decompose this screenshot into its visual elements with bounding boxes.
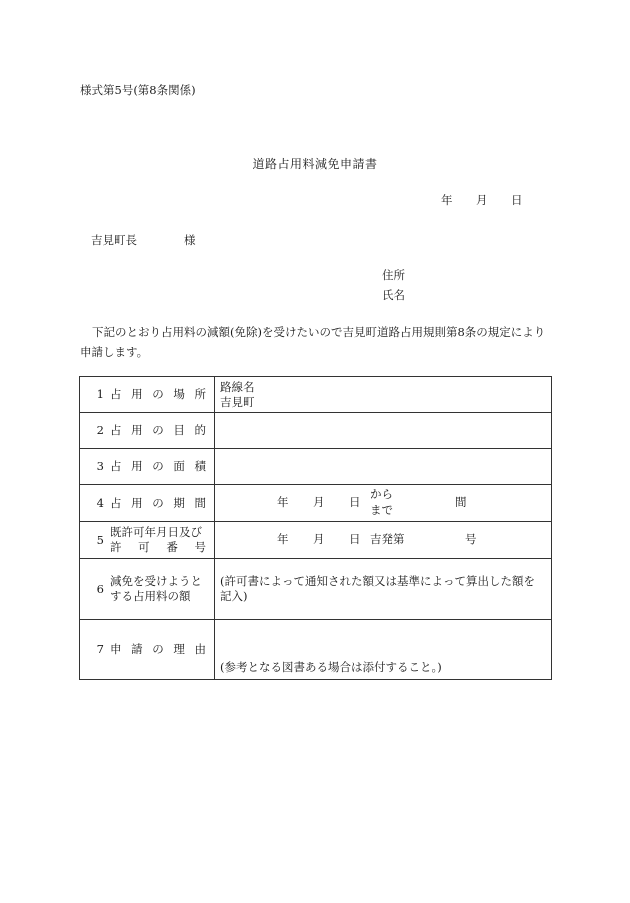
table-row-fee xyxy=(80,559,552,620)
fee-note: (許可書によって通知された額又は基準によって算出した額を記入) xyxy=(220,574,535,603)
fee-value-cell[interactable] xyxy=(215,559,552,620)
period-to-label: まで xyxy=(370,503,393,517)
document-title: 道路占用料減免申請書 xyxy=(252,157,378,171)
period-year-label: 年 xyxy=(277,495,289,509)
label-char: の xyxy=(152,459,164,473)
request-statement: 下記のとおり占用料の減額(免除)を受けたいので吉見町道路占用規則第8条の規定により申請します。 xyxy=(80,325,546,359)
spaced-label-bottom xyxy=(110,540,214,555)
route-name-label: 路線名 xyxy=(220,379,255,394)
label-char: 場 xyxy=(173,387,185,401)
label-char: 由 xyxy=(194,642,206,656)
location-value-cell[interactable] xyxy=(215,377,552,413)
label-char: 用 xyxy=(131,459,143,473)
applicant-address-label: 住所 xyxy=(382,268,405,282)
table-row-period xyxy=(80,485,552,522)
permit-day-label: 日 xyxy=(349,532,361,546)
purpose-value-cell[interactable] xyxy=(215,413,552,449)
label-char: 申 xyxy=(110,642,122,656)
spaced-label xyxy=(110,642,214,657)
row-number: 1 xyxy=(80,377,105,413)
label-char: 所 xyxy=(194,387,206,401)
row-label-reason xyxy=(104,620,215,680)
label-char: 理 xyxy=(173,642,185,656)
label-char: 用 xyxy=(131,423,143,437)
table-row-permit xyxy=(80,522,552,559)
row-number: 2 xyxy=(80,413,105,449)
date-year-label: 年 xyxy=(441,193,453,207)
form-number: 様式第5号(第8条関係) xyxy=(80,83,196,97)
label-char: 占 xyxy=(110,495,122,510)
spaced-label xyxy=(110,387,214,402)
table-row-location xyxy=(80,377,552,413)
applicant-name-label: 氏名 xyxy=(382,288,405,302)
permit-prefix-label: 吉発第 xyxy=(370,532,405,546)
town-name-label: 吉見町 xyxy=(220,394,255,409)
area-value-cell[interactable] xyxy=(215,449,552,485)
spaced-label xyxy=(110,459,214,474)
label-bottom: する占用料の額 xyxy=(110,589,191,603)
spaced-label xyxy=(110,496,214,511)
row-number: 6 xyxy=(80,559,105,620)
label-top: 減免を受けようと xyxy=(110,574,202,588)
label-char: 号 xyxy=(194,540,206,554)
spaced-label xyxy=(110,423,214,438)
row-number: 4 xyxy=(80,485,105,522)
label-char: の xyxy=(152,387,164,401)
row-number: 5 xyxy=(80,522,105,559)
period-value-cell[interactable] xyxy=(215,485,552,522)
date-month-label: 月 xyxy=(476,193,488,207)
row-label-location xyxy=(104,377,215,413)
label-char: 占 xyxy=(110,423,122,437)
label-char: 可 xyxy=(138,540,150,554)
label-char: 面 xyxy=(173,459,185,473)
label-char: 用 xyxy=(131,495,143,510)
date-day-label: 日 xyxy=(511,193,523,207)
label-char: の xyxy=(152,423,164,437)
row-number: 3 xyxy=(80,449,105,485)
row-label-permit xyxy=(104,522,215,559)
label-char: 用 xyxy=(131,387,143,401)
label-char: 許 xyxy=(110,540,122,554)
table-row-reason xyxy=(80,620,552,680)
reason-value-cell[interactable] xyxy=(215,620,552,680)
row-label-area xyxy=(104,449,215,485)
label-char: 積 xyxy=(194,459,206,473)
label-char: 目 xyxy=(173,423,185,437)
label-top: 既許可年月日及び xyxy=(110,525,202,539)
permit-suffix-label: 号 xyxy=(465,532,477,546)
honorific: 様 xyxy=(184,233,196,247)
label-char: 占 xyxy=(110,459,122,473)
addressee: 吉見町長 xyxy=(91,233,137,247)
row-label-period xyxy=(104,485,215,522)
row-label-fee xyxy=(104,559,215,620)
period-month-label: 月 xyxy=(313,495,325,509)
application-table xyxy=(79,376,552,680)
row-label-purpose xyxy=(104,413,215,449)
period-day-label: 日 xyxy=(349,495,361,509)
permit-year-label: 年 xyxy=(277,532,289,546)
label-char: 占 xyxy=(110,387,122,401)
permit-value-cell[interactable] xyxy=(215,522,552,559)
label-char: の xyxy=(152,642,164,656)
label-char: 的 xyxy=(194,423,206,437)
label-char: の xyxy=(152,495,164,510)
row-number: 7 xyxy=(80,620,105,680)
label-char: 請 xyxy=(131,642,143,656)
permit-month-label: 月 xyxy=(313,532,325,546)
reason-note: (参考となる図書ある場合は添付すること。) xyxy=(220,660,442,674)
label-char: 間 xyxy=(194,495,206,510)
period-from-label: から xyxy=(370,487,393,501)
period-span-label: 間 xyxy=(455,495,467,509)
label-char: 期 xyxy=(173,495,185,510)
label-char: 番 xyxy=(166,540,178,554)
table-row-area xyxy=(80,449,552,485)
table-row-purpose xyxy=(80,413,552,449)
